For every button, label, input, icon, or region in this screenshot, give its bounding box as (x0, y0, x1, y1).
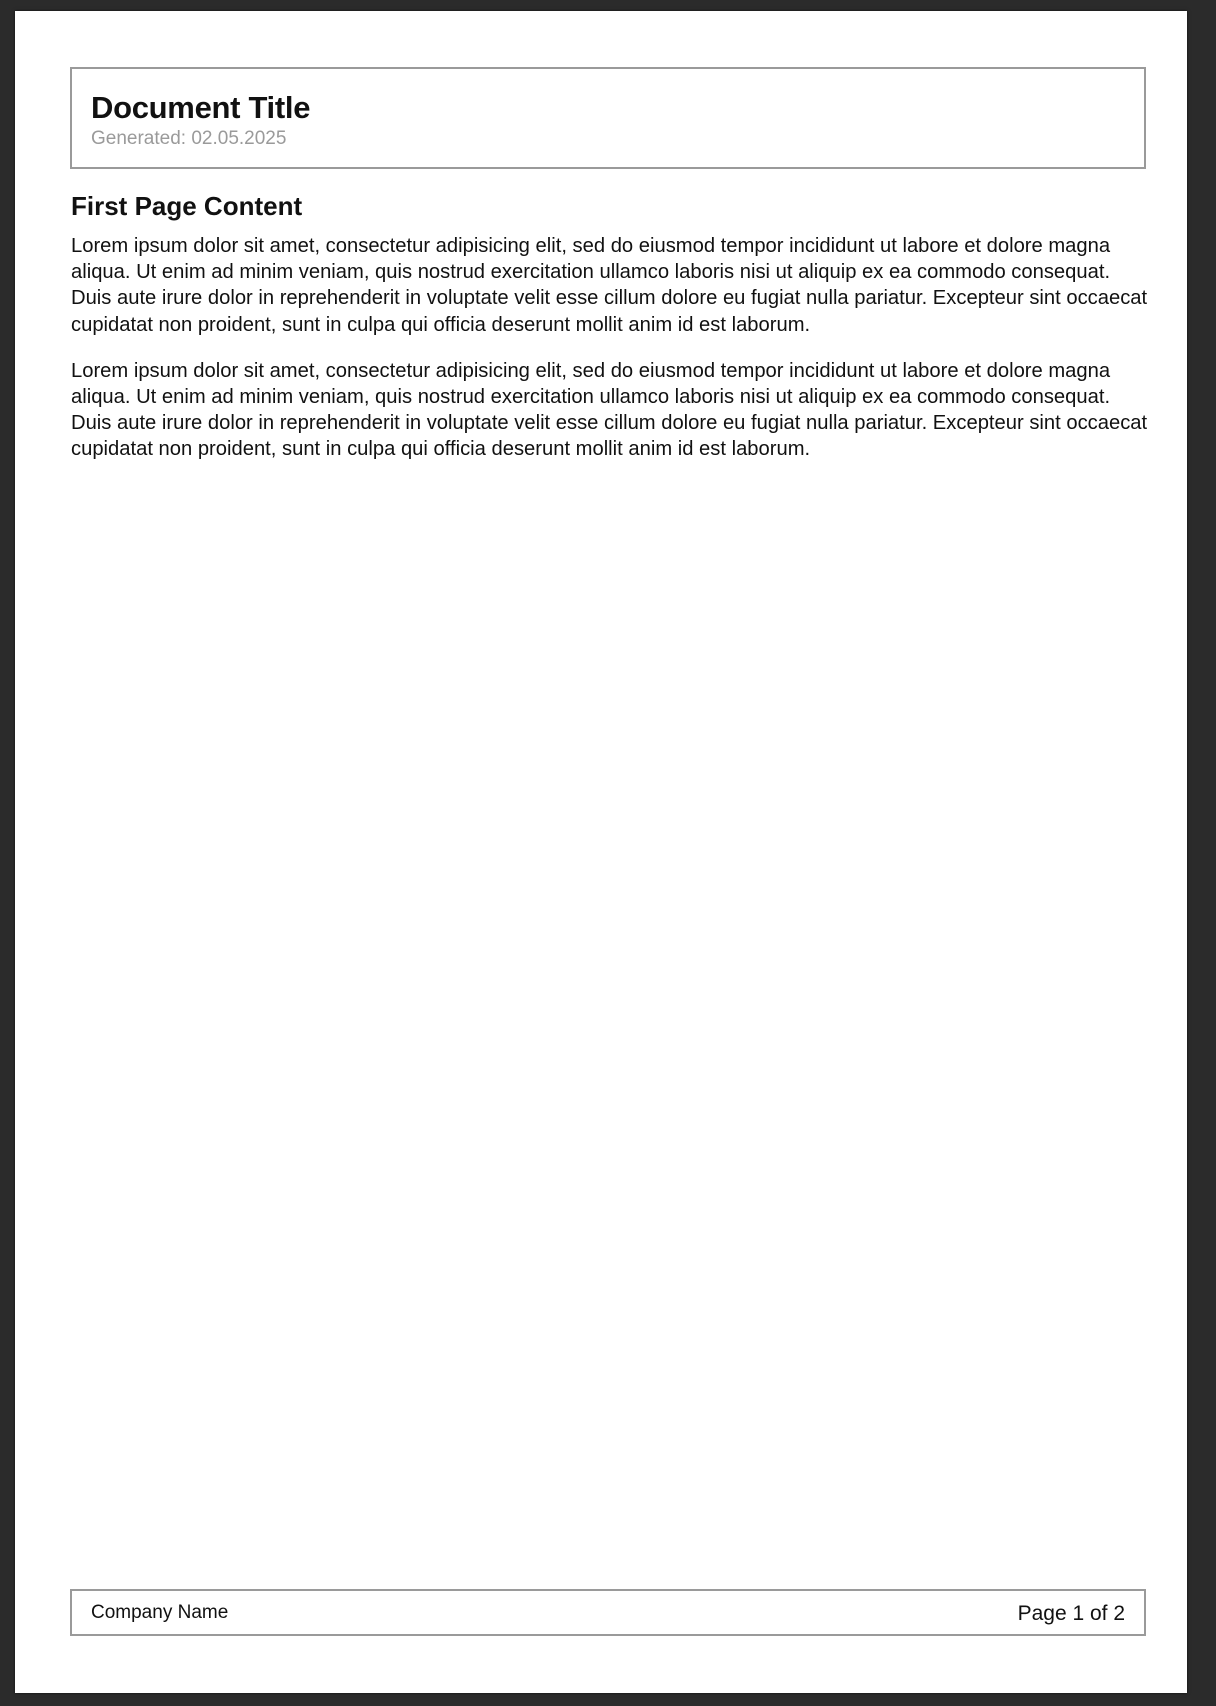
document-header (70, 67, 1146, 169)
section-heading: First Page Content (71, 191, 303, 221)
document-footer (70, 1589, 1146, 1636)
generated-date: Generated: 02.05.2025 (91, 128, 287, 149)
page-content (71, 189, 1151, 483)
company-name: Company Name (91, 1602, 229, 1623)
paragraph-2: Lorem ipsum dolor sit amet, consectetur adipisicing elit, sed do eiusmod tempor incididunt ut labore et dolore magna aliqua. Ut enim ad minim veniam, quis nostrud exercitation ullamco laboris nisi ut aliquip ex ea commodo consequat. Duis aute irure dolor in reprehenderit in voluptate velit esse cillum dolore eu fugiat nulla pariatur. Excepteur sint occaecat cupidatat non proident, sunt in culpa qui officia deserunt mollit anim id est laborum. (71, 359, 1148, 461)
page-number: Page 1 of 2 (1017, 1602, 1125, 1625)
document-page (15, 11, 1187, 1693)
document-title: Document Title (91, 90, 311, 125)
paragraph-1: Lorem ipsum dolor sit amet, consectetur adipisicing elit, sed do eiusmod tempor incididunt ut labore et dolore magna aliqua. Ut enim ad minim veniam, quis nostrud exercitation ullamco laboris nisi ut aliquip ex ea commodo consequat. Duis aute irure dolor in reprehenderit in voluptate velit esse cillum dolore eu fugiat nulla pariatur. Excepteur sint occaecat cupidatat non proident, sunt in culpa qui officia deserunt mollit anim id est laborum. (71, 235, 1148, 336)
